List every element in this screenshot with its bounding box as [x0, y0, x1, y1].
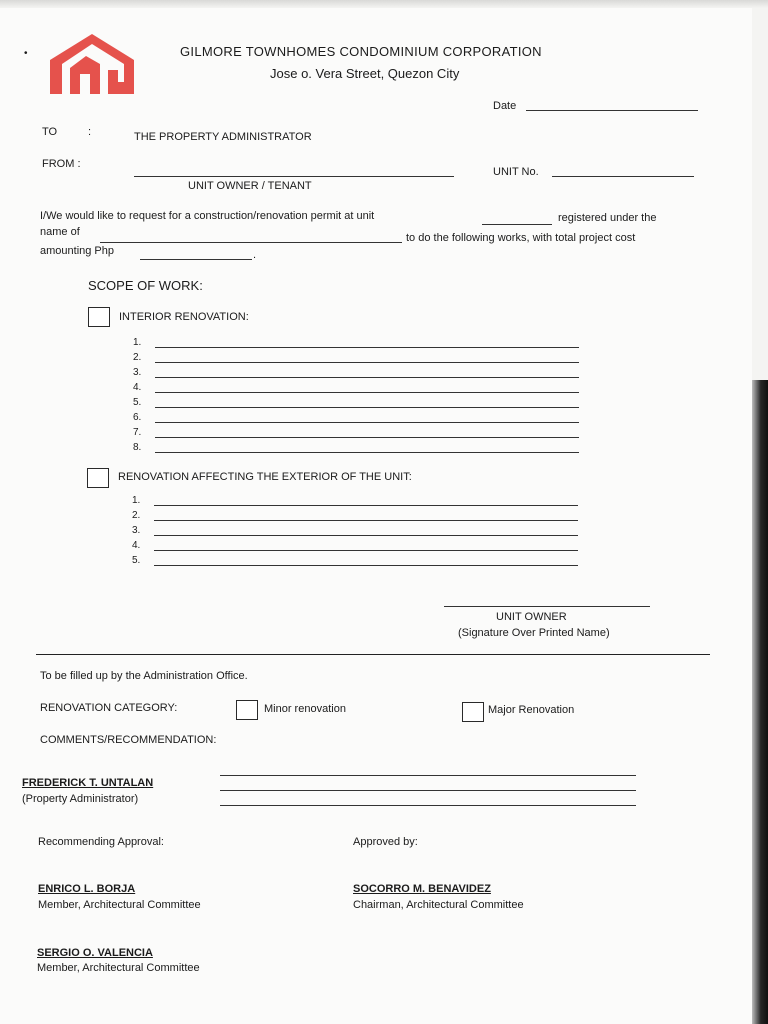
interior-label: INTERIOR RENOVATION:	[119, 311, 249, 323]
project-cost-field[interactable]	[140, 259, 252, 260]
item-line[interactable]	[154, 550, 578, 551]
section-divider	[36, 654, 710, 655]
registered-name-field[interactable]	[100, 242, 402, 243]
scan-top-band	[0, 0, 768, 8]
item-line[interactable]	[154, 505, 578, 506]
from-label: FROM :	[42, 158, 81, 170]
request-text-3: amounting Php	[40, 245, 114, 257]
unit-no-field[interactable]	[552, 176, 694, 177]
list-item	[133, 354, 693, 366]
item-number: 2.	[133, 352, 142, 363]
item-number: 2.	[132, 510, 141, 521]
chair-name: SOCORRO M. BENAVIDEZ	[353, 883, 491, 895]
comment-line[interactable]	[220, 775, 636, 776]
item-number: 1.	[133, 337, 142, 348]
minor-renovation-label: Minor renovation	[264, 703, 346, 715]
company-logo-icon	[48, 30, 136, 96]
owner-signature-caption: (Signature Over Printed Name)	[458, 627, 610, 639]
unit-field[interactable]	[482, 224, 552, 225]
item-number: 4.	[132, 540, 141, 551]
scope-title: SCOPE OF WORK:	[88, 278, 203, 293]
list-item	[133, 429, 693, 441]
unit-no-label: UNIT No.	[493, 166, 539, 178]
category-label: RENOVATION CATEGORY:	[40, 702, 178, 714]
to-label: TO	[42, 126, 58, 138]
list-item	[133, 414, 693, 426]
member1-name: ENRICO L. BORJA	[38, 883, 136, 895]
item-number: 6.	[133, 412, 142, 423]
admin-intro: To be filled up by the Administration Office.	[40, 670, 248, 682]
owner-signature-title: UNIT OWNER	[496, 611, 567, 623]
recommending-label: Recommending Approval:	[38, 836, 164, 848]
item-line[interactable]	[155, 362, 579, 363]
administrator-title: (Property Administrator)	[22, 793, 139, 805]
item-number: 5.	[132, 555, 141, 566]
comments-label: COMMENTS/RECOMMENDATION:	[40, 734, 217, 746]
item-line[interactable]	[155, 422, 579, 423]
to-colon: :	[88, 126, 92, 138]
item-number: 1.	[132, 495, 141, 506]
item-number: 8.	[133, 442, 142, 453]
request-text-1-end: registered under the	[558, 212, 657, 224]
list-item	[132, 527, 692, 539]
member1-title: Member, Architectural Committee	[38, 899, 201, 911]
item-number: 3.	[132, 525, 141, 536]
scan-edge-shadow	[752, 380, 768, 1024]
member2-name: SERGIO O. VALENCIA	[37, 947, 153, 959]
list-item	[133, 444, 693, 456]
date-field[interactable]	[526, 110, 698, 111]
comment-line[interactable]	[220, 805, 636, 806]
item-line[interactable]	[155, 347, 579, 348]
item-line[interactable]	[154, 565, 578, 566]
list-item	[133, 339, 693, 351]
major-renovation-label: Major Renovation	[488, 704, 575, 716]
request-text-3-end: .	[253, 249, 257, 261]
item-number: 5.	[133, 397, 142, 408]
list-item	[132, 557, 692, 569]
list-item	[133, 369, 693, 381]
item-line[interactable]	[155, 452, 579, 453]
item-line[interactable]	[155, 377, 579, 378]
exterior-checkbox[interactable]	[87, 468, 109, 488]
from-field[interactable]	[134, 176, 454, 177]
major-renovation-checkbox[interactable]	[462, 702, 484, 722]
scan-speck: •	[24, 48, 28, 59]
item-line[interactable]	[155, 407, 579, 408]
exterior-label: RENOVATION AFFECTING THE EXTERIOR OF THE UNIT:	[118, 471, 412, 483]
comment-line[interactable]	[220, 790, 636, 791]
company-address: Jose o. Vera Street, Quezon City	[270, 66, 460, 81]
member2-title: Member, Architectural Committee	[37, 962, 200, 974]
item-number: 7.	[133, 427, 142, 438]
to-value: THE PROPERTY ADMINISTRATOR	[134, 131, 312, 143]
list-item	[133, 384, 693, 396]
company-name: GILMORE TOWNHOMES CONDOMINIUM CORPORATION	[180, 44, 542, 59]
item-number: 4.	[133, 382, 142, 393]
request-text-2: name of	[40, 226, 80, 238]
approved-label: Approved by:	[353, 836, 418, 848]
list-item	[132, 497, 692, 509]
item-number: 3.	[133, 367, 142, 378]
list-item	[132, 512, 692, 524]
chair-title: Chairman, Architectural Committee	[353, 899, 524, 911]
request-text-1: I/We would like to request for a construction/renovation permit at unit	[40, 210, 375, 222]
owner-signature-field[interactable]	[444, 606, 650, 607]
item-line[interactable]	[155, 437, 579, 438]
minor-renovation-checkbox[interactable]	[236, 700, 258, 720]
item-line[interactable]	[155, 392, 579, 393]
date-label: Date	[493, 100, 517, 112]
from-caption: UNIT OWNER / TENANT	[188, 180, 312, 192]
item-line[interactable]	[154, 520, 578, 521]
list-item	[132, 542, 692, 554]
interior-checkbox[interactable]	[88, 307, 110, 327]
request-text-2-end: to do the following works, with total project cost	[406, 232, 636, 244]
item-line[interactable]	[154, 535, 578, 536]
list-item	[133, 399, 693, 411]
administrator-name: FREDERICK T. UNTALAN	[22, 777, 154, 789]
